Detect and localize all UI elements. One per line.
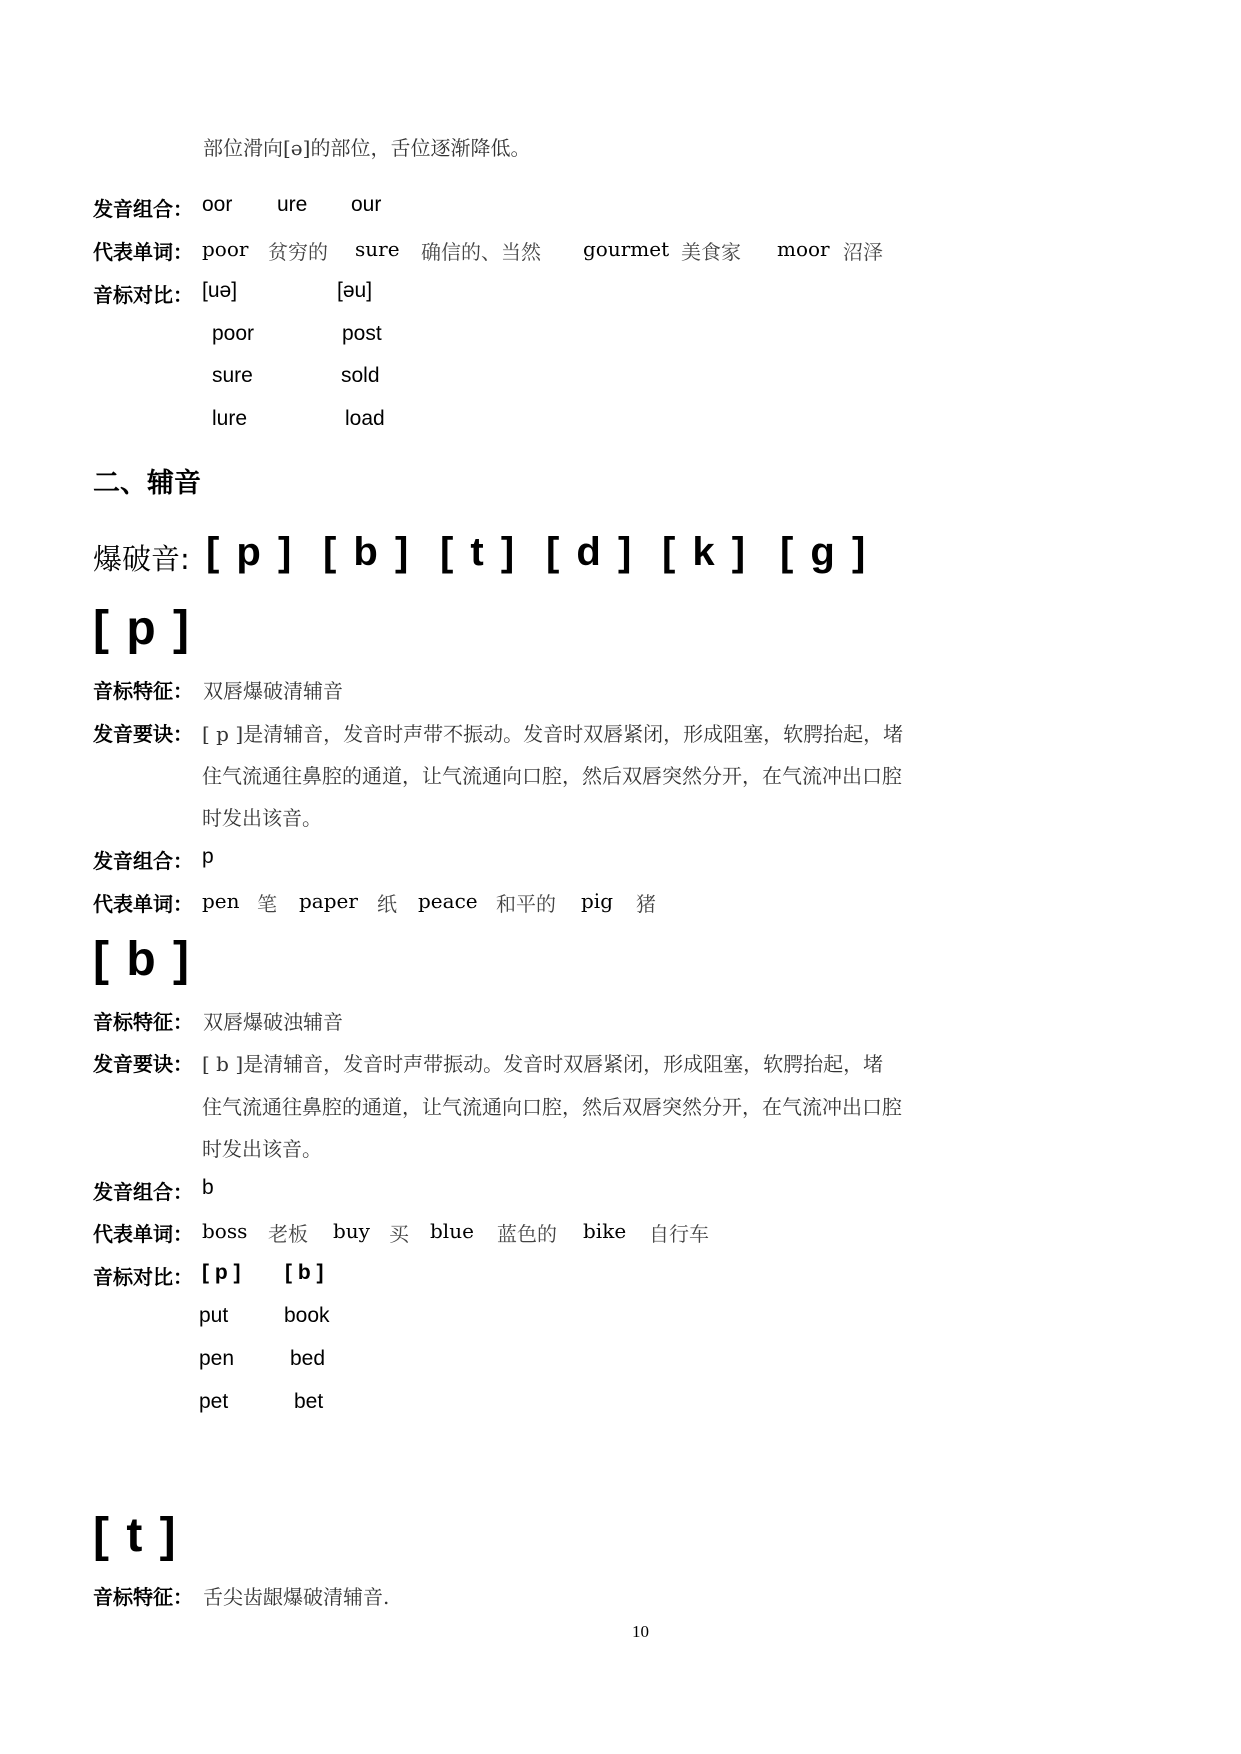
- ua-combo-label: 发音组合：: [93, 197, 193, 221]
- p-symbol: [ p ]: [93, 602, 191, 655]
- b-meaning-4: 自行车: [649, 1222, 709, 1246]
- plosive-g: [ g ]: [780, 530, 869, 574]
- ua-compare-row-1-b: post: [342, 322, 382, 345]
- b-combo-label: 发音组合：: [93, 1180, 193, 1204]
- b-meaning-1: 老板: [268, 1222, 308, 1246]
- ua-meaning-1: 贫穷的: [268, 240, 328, 264]
- b-compare-header-2: [ b ]: [285, 1261, 324, 1284]
- p-meaning-1: 笔: [257, 892, 277, 916]
- ua-meaning-3: 美食家: [681, 240, 741, 264]
- p-word-3: peace: [418, 889, 478, 913]
- p-feature-label: 音标特征：: [93, 679, 193, 703]
- b-word-4: bike: [583, 1219, 627, 1243]
- p-feature: 双唇爆破清辅音: [203, 679, 343, 703]
- p-tips-line-1: [ p ]是清辅音，发音时声带不振动。发音时双唇紧闭，形成阻塞，软腭抬起，堵: [202, 722, 904, 746]
- plosive-t: [ t ]: [440, 530, 518, 574]
- b-combo: b: [202, 1176, 214, 1199]
- ua-compare-row-2-a: sure: [212, 364, 253, 387]
- continuation-text: 部位滑向[ə]的部位，舌位逐渐降低。: [203, 136, 531, 160]
- ua-compare-row-3-a: lure: [212, 407, 248, 430]
- p-word-2: paper: [299, 889, 358, 913]
- b-word-3: blue: [430, 1219, 474, 1243]
- p-tips-line-2: 住气流通往鼻腔的通道，让气流通向口腔，然后双唇突然分开，在气流冲出口腔: [202, 764, 902, 788]
- b-words-label: 代表单词：: [93, 1222, 193, 1246]
- ua-compare-row-1-a: poor: [212, 322, 255, 345]
- ua-words-label: 代表单词：: [93, 240, 193, 264]
- ua-word-1: poor: [202, 237, 249, 261]
- p-combo: p: [202, 845, 214, 868]
- p-tips-label: 发音要诀：: [93, 722, 193, 746]
- b-compare-row-2-a: pen: [199, 1347, 235, 1370]
- ua-compare-row-2-b: sold: [341, 364, 380, 387]
- b-meaning-3: 蓝色的: [497, 1222, 557, 1246]
- plosives-label: 爆破音:: [93, 542, 190, 576]
- p-words-label: 代表单词：: [93, 892, 193, 916]
- b-compare-row-1-b: book: [284, 1304, 330, 1327]
- p-meaning-2: 纸: [377, 892, 397, 916]
- b-compare-row-2-b: bed: [290, 1347, 326, 1370]
- p-tips-line-3: 时发出该音。: [202, 806, 322, 830]
- b-tips-line-2: 住气流通往鼻腔的通道，让气流通向口腔，然后双唇突然分开，在气流冲出口腔: [202, 1095, 902, 1119]
- p-combo-label: 发音组合：: [93, 849, 193, 873]
- ua-word-2: sure: [355, 237, 400, 261]
- ua-compare-row-3-b: load: [345, 407, 385, 430]
- t-feature-label: 音标特征：: [93, 1585, 193, 1609]
- plosive-k: [ k ]: [662, 530, 749, 574]
- ua-meaning-4: 沼泽: [843, 240, 883, 264]
- p-meaning-3: 和平的: [496, 892, 556, 916]
- b-compare-label: 音标对比：: [93, 1265, 193, 1289]
- ua-combo-2: ure: [277, 193, 308, 216]
- b-compare-row-3-a: pet: [199, 1390, 229, 1413]
- b-word-1: boss: [202, 1219, 248, 1243]
- section-title: 二、辅音: [93, 468, 201, 499]
- b-tips-label: 发音要诀：: [93, 1052, 193, 1076]
- ua-combo-3: our: [351, 193, 382, 216]
- b-meaning-2: 买: [389, 1222, 409, 1246]
- ua-compare-header-2: [əu]: [337, 279, 373, 302]
- b-compare-header-1: [ p ]: [202, 1261, 241, 1284]
- b-feature-label: 音标特征：: [93, 1010, 193, 1034]
- plosive-p: [ p ]: [206, 530, 295, 574]
- ua-compare-header-1: [uə]: [202, 279, 238, 302]
- b-tips-line-3: 时发出该音。: [202, 1137, 322, 1161]
- b-compare-row-1-a: put: [199, 1304, 229, 1327]
- plosive-d: [ d ]: [546, 530, 635, 574]
- ua-word-3: gourmet: [583, 237, 670, 261]
- b-tips-line-1: [ b ]是清辅音，发音时声带振动。发音时双唇紧闭，形成阻塞，软腭抬起，堵: [202, 1052, 884, 1076]
- b-compare-row-3-b: bet: [294, 1390, 324, 1413]
- ua-meaning-2: 确信的、当然: [421, 240, 541, 264]
- t-feature: 舌尖齿龈爆破清辅音.: [203, 1585, 390, 1609]
- page-number: 10: [632, 1622, 649, 1641]
- plosive-b: [ b ]: [323, 530, 412, 574]
- b-word-2: buy: [333, 1219, 370, 1243]
- p-word-4: pig: [581, 889, 614, 913]
- p-meaning-4: 猪: [636, 892, 656, 916]
- ua-word-4: moor: [777, 237, 830, 261]
- ua-compare-label: 音标对比：: [93, 283, 193, 307]
- t-symbol: [ t ]: [93, 1509, 178, 1562]
- p-word-1: pen: [202, 889, 240, 913]
- b-symbol: [ b ]: [93, 933, 191, 986]
- b-feature: 双唇爆破浊辅音: [203, 1010, 343, 1034]
- ua-combo-1: oor: [202, 193, 233, 216]
